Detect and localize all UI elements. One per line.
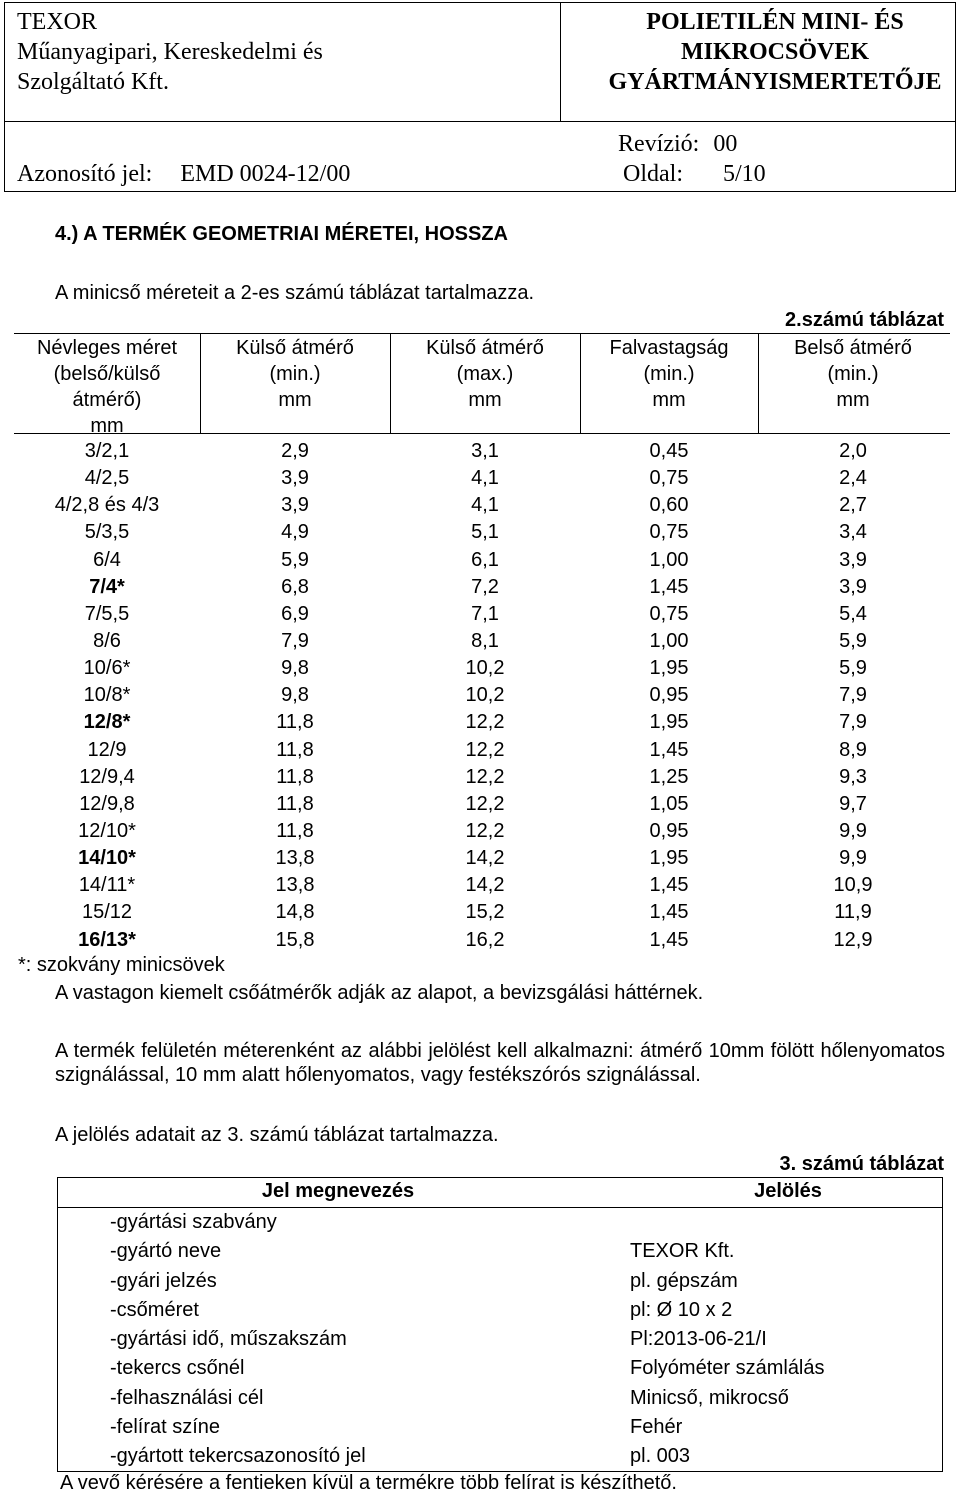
table-cell: 11,8 (276, 711, 314, 734)
header-line: mm (468, 389, 502, 411)
header-line: Belső átmérő (794, 337, 912, 359)
table-cell: 0,95 (649, 819, 689, 842)
table-cell: 16/13* (78, 928, 136, 951)
table-cell: 3,9 (281, 494, 309, 517)
table-cell: 12,2 (465, 792, 505, 815)
table3-reference: A jelölés adatait az 3. számú táblázat tartalmazza. (55, 1124, 499, 1146)
table-cell: 16,2 (465, 928, 505, 951)
header-line: (belső/külső (53, 363, 161, 385)
table-cell: 2,9 (281, 440, 309, 462)
table-cell: 4,1 (471, 494, 499, 517)
revision (618, 131, 737, 158)
table-rule (14, 333, 950, 334)
table-cell: 6/4 (93, 548, 121, 571)
mark-name-cell: -tekercs csőnél (110, 1357, 245, 1380)
table-row (58, 1238, 942, 1267)
header-line: (min.) (827, 363, 879, 385)
page-value: 5/10 (723, 161, 766, 187)
table-cell: 14,2 (465, 874, 505, 897)
table-cell: 12,2 (465, 711, 505, 734)
table-cell: 2,0 (839, 440, 867, 462)
mark-value-cell: Folyóméter számlálás (630, 1357, 825, 1380)
header-inner-min (758, 335, 948, 413)
table3-label: 3. számú táblázat (779, 1153, 944, 1175)
revision-value: 00 (713, 131, 738, 157)
table-cell: 3,9 (839, 548, 867, 571)
table-row (58, 1414, 942, 1443)
table-cell: 10/6* (83, 657, 131, 680)
table-body (14, 438, 950, 954)
table-row (58, 1209, 942, 1238)
table-row (14, 438, 950, 465)
table-cell: 5/3,5 (84, 521, 130, 544)
table-row (14, 872, 950, 899)
table-row (14, 519, 950, 546)
header-line: mm (836, 389, 870, 411)
table-cell: 0,75 (649, 467, 689, 490)
table-row (14, 682, 950, 709)
table-cell: 6,9 (281, 602, 309, 625)
table-cell: 0,45 (649, 440, 689, 462)
mark-value-cell: Fehér (630, 1416, 683, 1439)
table-cell: 1,45 (649, 575, 689, 598)
table-cell: 4/2,8 és 4/3 (54, 494, 160, 517)
mark-name-cell: -gyártó neve (110, 1240, 222, 1263)
table-row (14, 547, 950, 574)
table-row (14, 737, 950, 764)
table-row (58, 1355, 942, 1384)
table-cell: 1,45 (649, 928, 689, 951)
footer-note: A vevő kérésére a fentieken kívül a termékre több felírat is készíthető. (60, 1472, 677, 1494)
table-cell: 12/9 (87, 738, 127, 761)
table-cell: 1,00 (649, 548, 689, 571)
table-cell: 6,8 (281, 575, 309, 598)
mark-name-cell: -felhasználási cél (110, 1386, 264, 1409)
table-row (14, 927, 950, 954)
note-standard: *: szokvány minicsövek (18, 954, 225, 976)
table-row (14, 574, 950, 601)
mark-name-cell: -gyári jelzés (110, 1269, 217, 1292)
table-cell: 11,9 (834, 901, 872, 924)
table-row (58, 1385, 942, 1414)
table-cell: 8/6 (93, 629, 121, 652)
header-line: Külső átmérő (236, 337, 354, 359)
note-bold-meaning: A vastagon kiemelt csőátmérők adják az alapot, a bevizsgálási háttérnek. (55, 982, 704, 1004)
revision-label: Revízió: (618, 131, 700, 157)
table-cell: 7,9 (281, 629, 309, 652)
table-row (58, 1326, 942, 1355)
table-cell: 10,9 (833, 874, 873, 897)
mark-value-cell: Pl:2013-06-21/I (630, 1328, 767, 1351)
mark-name-cell: -csőméret (110, 1298, 199, 1321)
table-cell: 11,8 (276, 738, 314, 761)
header-line: mm (652, 389, 686, 411)
table-cell: 8,9 (839, 738, 867, 761)
table-cell: 10,2 (465, 657, 505, 680)
title-line: MIKROCSÖVEK (680, 39, 869, 65)
company-line: Műanyagipari, Kereskedelmi és (17, 39, 323, 65)
header-line: mm (90, 415, 124, 437)
table-cell: 5,9 (839, 629, 867, 652)
table-cell: 7/4* (89, 575, 125, 598)
table-cell: 5,4 (839, 602, 867, 625)
header-line: (min.) (269, 363, 321, 385)
table-cell: 1,95 (649, 657, 689, 680)
table-body (58, 1209, 942, 1473)
table-cell: 7,1 (471, 602, 499, 625)
table-cell: 14/11* (78, 874, 136, 897)
table-cell: 4/2,5 (84, 467, 130, 490)
header-wall-thickness (580, 335, 758, 413)
table-row (14, 791, 950, 818)
mark-name-cell: -gyártási idő, műszakszám (110, 1328, 347, 1351)
table-cell: 15/12 (81, 901, 133, 924)
section-title: 4.) A TERMÉK GEOMETRIAI MÉRETEI, HOSSZA (55, 223, 508, 245)
table-cell: 10/8* (83, 684, 131, 707)
table-cell: 1,95 (649, 711, 689, 734)
table-cell: 9,8 (281, 684, 309, 707)
table-cell: 12/9,8 (79, 792, 135, 815)
table-cell: 9,9 (839, 819, 867, 842)
title-line: POLIETILÉN MINI- ÉS (646, 9, 904, 35)
mark-value-cell: Minicső, mikrocső (630, 1386, 789, 1409)
mark-value-cell: pl. 003 (630, 1445, 691, 1468)
header-mark-value: Jelölés (754, 1180, 822, 1202)
table-cell: 14/10* (78, 847, 136, 870)
header-line: mm (278, 389, 312, 411)
table-cell: 12/10* (78, 819, 136, 842)
id-label: Azonosító jel: (17, 161, 153, 187)
table-cell: 7,2 (471, 575, 499, 598)
table-cell: 12,2 (465, 765, 505, 788)
table-cell: 7,9 (839, 684, 867, 707)
table-cell: 1,25 (649, 765, 689, 788)
mark-name-cell: -gyártott tekercsazonosító jel (110, 1445, 366, 1468)
table-cell: 12,2 (465, 819, 505, 842)
table-cell: 1,05 (649, 792, 689, 815)
id-value: EMD 0024-12/00 (180, 161, 351, 187)
company-name (17, 7, 323, 97)
table-row (14, 628, 950, 655)
header-line: (min.) (643, 363, 695, 385)
identifier-row (17, 161, 766, 188)
header-nominal-size (14, 335, 200, 439)
table-cell: 13,8 (275, 874, 315, 897)
header-mark-name: Jel megnevezés (261, 1180, 415, 1202)
header-outer-max (390, 335, 580, 413)
table-cell: 12/8* (83, 711, 131, 734)
header-line: (max.) (456, 363, 514, 385)
page-label: Oldal: (623, 161, 683, 187)
title-line: GYÁRTMÁNYISMERTETŐJE (608, 69, 942, 95)
table-cell: 1,45 (649, 738, 689, 761)
table-cell: 1,45 (649, 874, 689, 897)
table-cell: 14,2 (465, 847, 505, 870)
document-title (595, 7, 955, 97)
document-header (4, 2, 956, 192)
mark-value-cell: pl. gépszám (630, 1269, 738, 1292)
table-cell: 14,8 (275, 901, 315, 924)
table-cell: 9,3 (839, 765, 867, 788)
table-cell: 15,8 (275, 928, 315, 951)
table-cell: 11,8 (276, 792, 314, 815)
table-rule (58, 1207, 942, 1208)
header-divider-horizontal (5, 121, 955, 122)
mark-value-cell: TEXOR Kft. (630, 1240, 735, 1263)
table2-label: 2.számú táblázat (785, 309, 944, 331)
table-row (58, 1443, 942, 1472)
table-row (14, 492, 950, 519)
table-cell: 0,95 (649, 684, 689, 707)
table-row (14, 899, 950, 926)
table-cell: 10,2 (465, 684, 505, 707)
company-line: Szolgáltató Kft. (17, 69, 169, 95)
table-row (58, 1297, 942, 1326)
table-cell: 3,9 (281, 467, 309, 490)
company-line: TEXOR (17, 9, 97, 35)
intro-text: A minicső méreteit a 2-es számú táblázat tartalmazza. (55, 282, 535, 304)
table-cell: 3,1 (471, 440, 499, 462)
table-cell: 3,4 (839, 521, 867, 544)
table-cell: 7/5,5 (84, 602, 130, 625)
table-cell: 4,1 (471, 467, 499, 490)
table-cell: 11,8 (276, 819, 314, 842)
table-cell: 9,8 (281, 657, 309, 680)
marking-table (57, 1177, 943, 1472)
table-cell: 12,9 (833, 928, 873, 951)
table-cell: 0,60 (649, 494, 689, 517)
table-cell: 5,9 (281, 548, 309, 571)
table-cell: 2,7 (839, 494, 867, 517)
table-row (14, 709, 950, 736)
table-cell: 1,95 (649, 847, 689, 870)
header-line: Falvastagság (609, 337, 729, 359)
table-row (58, 1268, 942, 1297)
mark-name-cell: -felírat színe (110, 1416, 221, 1439)
table-cell: 15,2 (465, 901, 505, 924)
table-cell: 12,2 (465, 738, 505, 761)
table-cell: 2,4 (839, 467, 867, 490)
table-row (14, 818, 950, 845)
table-cell: 0,75 (649, 602, 689, 625)
table-row (14, 845, 950, 872)
table-cell: 5,1 (471, 521, 499, 544)
table-row (14, 465, 950, 492)
header-line: Külső átmérő (426, 337, 544, 359)
marking-paragraph: A termék felületén méterenként az alábbi jelölést kell alkalmazni: átmérő 10mm fölött hőlenyomatos szignálással, 10 mm alatt hőlenyomatos, vagy festékszórós szignálással. (55, 1040, 945, 1086)
table-cell: 1,00 (649, 629, 689, 652)
table-row (14, 764, 950, 791)
table-cell: 5,9 (839, 657, 867, 680)
mark-name-cell: -gyártási szabvány (110, 1211, 277, 1233)
table-cell: 4,9 (281, 521, 309, 544)
table-cell: 6,1 (471, 548, 499, 571)
table-cell: 1,45 (649, 901, 689, 924)
table-cell: 3,9 (839, 575, 867, 598)
table-cell: 3/2,1 (84, 440, 130, 462)
header-line: átmérő) (72, 389, 142, 411)
header-outer-min (200, 335, 390, 413)
header-divider-vertical (560, 3, 561, 121)
header-line: Névleges méret (36, 337, 178, 359)
table-cell: 13,8 (275, 847, 315, 870)
table-cell: 9,7 (839, 792, 867, 815)
table-cell: 0,75 (649, 521, 689, 544)
mark-value-cell: pl: Ø 10 x 2 (630, 1298, 733, 1321)
table-cell: 7,9 (839, 711, 867, 734)
table-row (14, 601, 950, 628)
table-cell: 11,8 (276, 765, 314, 788)
table-cell: 9,9 (839, 847, 867, 870)
table-cell: 12/9,4 (79, 765, 135, 788)
table-cell: 8,1 (471, 629, 499, 652)
dimensions-table (14, 333, 950, 953)
table-row (14, 655, 950, 682)
